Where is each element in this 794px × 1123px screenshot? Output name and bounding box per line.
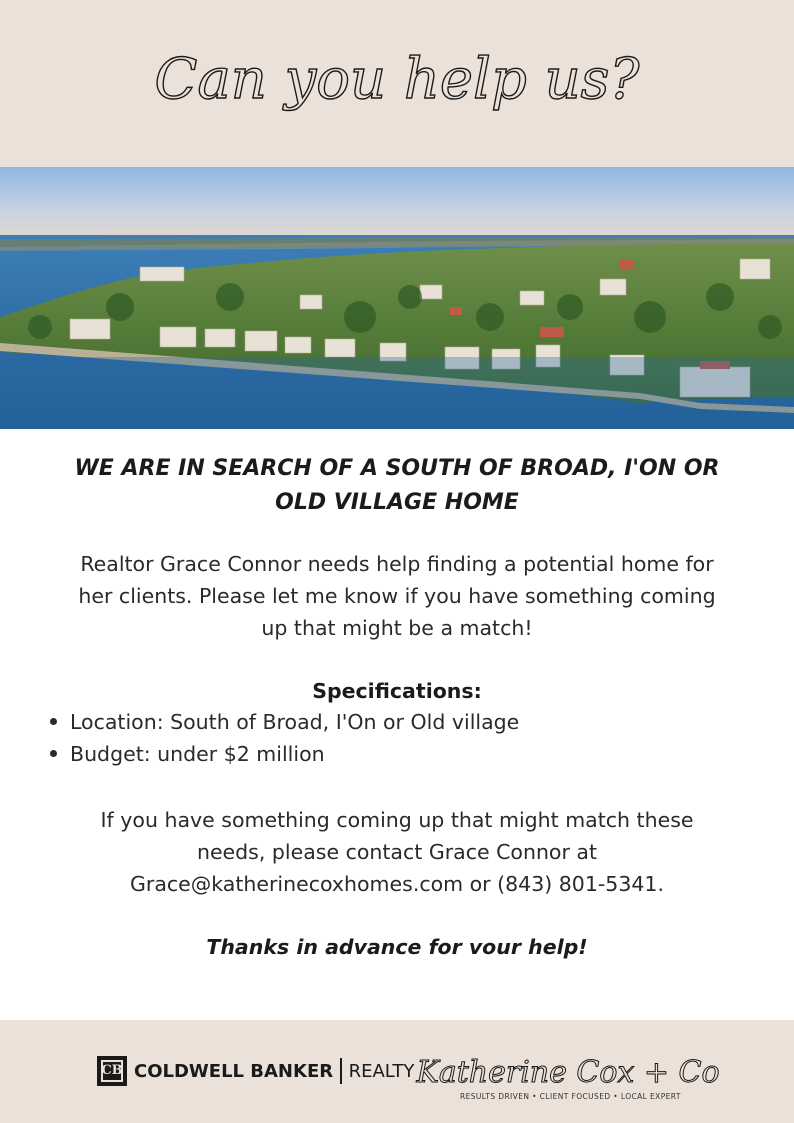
contact-line-3: Grace@katherinecoxhomes.com or (843) 801-5341. xyxy=(130,872,664,896)
coldwell-banker-logo xyxy=(97,1055,414,1087)
cb-name: COLDWELL BANKER xyxy=(134,1060,334,1082)
spec-item-location xyxy=(48,706,748,738)
spec-item-budget xyxy=(48,738,748,770)
spec-text: Budget: under $2 million xyxy=(70,742,325,766)
intro-paragraph xyxy=(40,548,754,644)
cb-realty: REALTY xyxy=(348,1060,415,1082)
contact-line-1: If you have something coming up that might match these xyxy=(100,808,694,832)
contact-paragraph xyxy=(40,804,754,900)
kc-tagline: RESULTS DRIVEN • CLIENT FOCUSED • LOCAL EXPERT xyxy=(460,1092,681,1101)
kc-logo-text: Katherine Cox + Co xyxy=(416,1055,720,1090)
hero-image xyxy=(0,167,794,429)
intro-line-2: her clients. Please let me know if you have something coming xyxy=(78,584,716,608)
bullet-icon xyxy=(50,750,57,757)
cb-mark-icon xyxy=(97,1056,127,1086)
specs-list xyxy=(48,706,748,770)
spec-text: Location: South of Broad, I'On or Old village xyxy=(70,710,520,734)
contact-line-2: needs, please contact Grace Connor at xyxy=(196,840,598,864)
coastal-city-aerial-photo-icon xyxy=(0,167,794,429)
headline xyxy=(150,28,644,148)
specs-title: Specifications: xyxy=(312,679,482,703)
logo-divider xyxy=(340,1058,342,1084)
intro-line-3: up that might be a match! xyxy=(261,616,533,640)
search-heading xyxy=(40,452,754,520)
intro-line-1: Realtor Grace Connor needs help finding a potential home for xyxy=(80,552,714,576)
heading-line-1: WE ARE IN SEARCH OF A SOUTH OF BROAD, I'ON OR xyxy=(74,456,720,481)
headline-text: Can you help us? xyxy=(154,47,640,112)
heading-line-2: OLD VILLAGE HOME xyxy=(275,490,519,515)
thanks-note: Thanks in advance for vour help! xyxy=(206,935,588,959)
bullet-icon xyxy=(50,718,57,725)
cb-mark-text: CB xyxy=(101,1063,123,1078)
